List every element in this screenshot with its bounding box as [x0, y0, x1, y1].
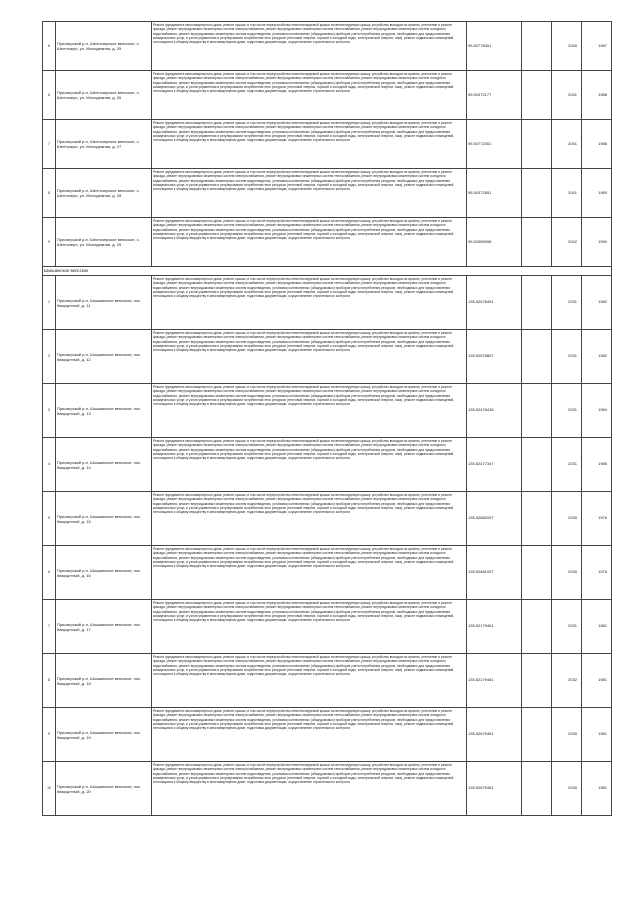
row-address: Приозерский р-н, Шокшинское вепсское, пос. Кварцитный, д. 20	[56, 762, 152, 816]
row-year-planned: 2031	[552, 384, 582, 438]
table-row	[43, 600, 612, 654]
row-cost: 135.52578451	[467, 276, 522, 330]
row-works-text: Ремонт фундамента многоквартирного дома, ремонт крыши, в том числе переустройство невентилируемой крыши на вентилируемую крышу, устройство выходов на кровлю, утепление и ремонт фасада, ремонт внутридомовых инженерных систем электроснабжения, ремонт внутридомовых инженерных систем теплоснабжения, ремонт внутридомовых инженерных систем холодного водоснабжения, ремонт внутридомовых инженерных систем водоотведения, установка коллективных (общедомовых) приборов учета потребления ресурсов, необходимых для предоставления коммунальных услуг, и узлов управления и регулирования потребления этих ресурсов (тепловой энергии, горячей и холодной воды, электрической энергии, газа), ремонт подвальных помещений, относящихся к общему имуществу в многоквартирном доме, подготовка документации, осуществление строительного контроля	[153, 547, 455, 569]
row-works-text: Ремонт фундамента многоквартирного дома, ремонт крыши, в том числе переустройство невентилируемой крыши на вентилируемую крышу, устройство выходов на кровлю, утепление и ремонт фасада, ремонт внутридомовых инженерных систем электроснабжения, ремонт внутридомовых инженерных систем теплоснабжения, ремонт внутридомовых инженерных систем холодного водоснабжения, ремонт внутридомовых инженерных систем водоотведения, установка коллективных (общедомовых) приборов учета потребления ресурсов, необходимых для предоставления коммунальных услуг, и узлов управления и регулирования потребления этих ресурсов (тепловой энергии, горячей и холодной воды, электрической энергии, газа), ремонт подвальных помещений, относящихся к общему имуществу в многоквартирном доме, подготовка документации, осуществление строительного контроля	[153, 170, 455, 192]
row-works	[152, 762, 467, 816]
row-works-text: Ремонт фундамента многоквартирного дома, ремонт крыши, в том числе переустройство невентилируемой крыши на вентилируемую крышу, устройство выходов на кровлю, утепление и ремонт фасада, ремонт внутридомовых инженерных систем электроснабжения, ремонт внутридомовых инженерных систем теплоснабжения, ремонт внутридомовых инженерных систем холодного водоснабжения, ремонт внутридомовых инженерных систем водоотведения, установка коллективных (общедомовых) приборов учета потребления ресурсов, необходимых для предоставления коммунальных услуг, и узлов управления и регулирования потребления этих ресурсов (тепловой энергии, горячей и холодной воды, электрической энергии, газа), ремонт подвальных помещений, относящихся к общему имуществу в многоквартирном доме, подготовка документации, осуществление строительного контроля	[153, 121, 455, 143]
row-works	[152, 384, 467, 438]
row-works	[152, 71, 467, 120]
row-works-text: Ремонт фундамента многоквартирного дома, ремонт крыши, в том числе переустройство невентилируемой крыши на вентилируемую крышу, устройство выходов на кровлю, утепление и ремонт фасада, ремонт внутридомовых инженерных систем электроснабжения, ремонт внутридомовых инженерных систем теплоснабжения, ремонт внутридомовых инженерных систем холодного водоснабжения, ремонт внутридомовых инженерных систем водоотведения, установка коллективных (общедомовых) приборов учета потребления ресурсов, необходимых для предоставления коммунальных услуг, и узлов управления и регулирования потребления этих ресурсов (тепловой энергии, горячей и холодной воды, электрической энергии, газа), ремонт подвальных помещений, относящихся к общему имуществу в многоквартирном доме, подготовка документации, осуществление строительного контроля	[153, 23, 455, 45]
row-address: Приозерский р-н, Шелтозерское вепсское, с. Шелтозеро, ул. Молодежная, д. 26	[56, 71, 152, 120]
table-row	[43, 330, 612, 384]
row-cost: 135.52679461	[467, 708, 522, 762]
row-blank	[522, 169, 552, 218]
row-year-built: 1976	[582, 492, 612, 546]
table-row	[43, 762, 612, 816]
row-blank	[522, 384, 552, 438]
row-blank	[522, 71, 552, 120]
table-row	[43, 546, 612, 600]
row-works-text: Ремонт фундамента многоквартирного дома, ремонт крыши, в том числе переустройство невентилируемой крыши на вентилируемую крышу, устройство выходов на кровлю, утепление и ремонт фасада, ремонт внутридомовых инженерных систем электроснабжения, ремонт внутридомовых инженерных систем теплоснабжения, ремонт внутридомовых инженерных систем холодного водоснабжения, ремонт внутридомовых инженерных систем водоотведения, установка коллективных (общедомовых) приборов учета потребления ресурсов, необходимых для предоставления коммунальных услуг, и узлов управления и регулирования потребления этих ресурсов (тепловой энергии, горячей и холодной воды, электрической энергии, газа), ремонт подвальных помещений, относящихся к общему имуществу в многоквартирном доме, подготовка документации, осуществление строительного контроля	[153, 439, 455, 461]
row-address: Приозерский р-н, Шелтозерское вепсское, с. Шелтозеро, ул. Молодежная, д. 29	[56, 218, 152, 267]
table-row	[43, 708, 612, 762]
row-cost: 95.50772451	[467, 120, 522, 169]
row-address: Приозерский р-н, Шокшинское вепсское, пос. Кварцитный, д. 15	[56, 492, 152, 546]
row-year-planned: 2030	[552, 546, 582, 600]
row-year-planned: 2031	[552, 276, 582, 330]
row-number: 2	[43, 330, 56, 384]
table-section	[43, 267, 612, 276]
row-number: 6	[43, 22, 56, 71]
row-blank	[522, 22, 552, 71]
row-number: 5	[43, 492, 56, 546]
row-blank	[522, 276, 552, 330]
row-number: 1	[43, 276, 56, 330]
row-year-built: 1990	[582, 218, 612, 267]
row-address: Приозерский р-н, Шокшинское вепсское, пос. Кварцитный, д. 11	[56, 276, 152, 330]
row-works	[152, 169, 467, 218]
row-works	[152, 546, 467, 600]
row-works	[152, 276, 467, 330]
row-year-built: 1981	[582, 600, 612, 654]
row-cost: 135.52679461	[467, 762, 522, 816]
row-number: 10	[43, 762, 56, 816]
row-cost: 135.52882007	[467, 492, 522, 546]
row-year-planned: 2040	[552, 22, 582, 71]
table-body-top	[43, 22, 612, 267]
table-row	[43, 654, 612, 708]
row-blank	[522, 708, 552, 762]
row-cost: 95.50356998	[467, 218, 522, 267]
row-year-planned: 2041	[552, 169, 582, 218]
table-row	[43, 438, 612, 492]
table-row	[43, 22, 612, 71]
row-year-planned: 2041	[552, 71, 582, 120]
row-address: Приозерский р-н, Шелтозерское вепсское, с. Шелтозеро, ул. Молодежная, д. 28	[56, 169, 152, 218]
row-cost: 95.50778451	[467, 22, 522, 71]
row-year-planned: 2042	[552, 218, 582, 267]
row-blank	[522, 654, 552, 708]
row-year-planned: 2041	[552, 120, 582, 169]
row-cost: 135.52578807	[467, 330, 522, 384]
row-works-text: Ремонт фундамента многоквартирного дома, ремонт крыши, в том числе переустройство невентилируемой крыши на вентилируемую крышу, устройство выходов на кровлю, утепление и ремонт фасада, ремонт внутридомовых инженерных систем электроснабжения, ремонт внутридомовых инженерных систем теплоснабжения, ремонт внутридомовых инженерных систем холодного водоснабжения, ремонт внутридомовых инженерных систем водоотведения, установка коллективных (общедомовых) приборов учета потребления ресурсов, необходимых для предоставления коммунальных услуг, и узлов управления и регулирования потребления этих ресурсов (тепловой энергии, горячей и холодной воды, электрической энергии, газа), ремонт подвальных помещений, относящихся к общему имуществу в многоквартирном доме, подготовка документации, осуществление строительного контроля	[153, 72, 455, 94]
row-year-built: 1987	[582, 22, 612, 71]
row-works-text: Ремонт фундамента многоквартирного дома, ремонт крыши, в том числе переустройство невентилируемой крыши на вентилируемую крышу, устройство выходов на кровлю, утепление и ремонт фасада, ремонт внутридомовых инженерных систем электроснабжения, ремонт внутридомовых инженерных систем теплоснабжения, ремонт внутридомовых инженерных систем холодного водоснабжения, ремонт внутридомовых инженерных систем водоотведения, установка коллективных (общедомовых) приборов учета потребления ресурсов, необходимых для предоставления коммунальных услуг, и узлов управления и регулирования потребления этих ресурсов (тепловой энергии, горячей и холодной воды, электрической энергии, газа), ремонт подвальных помещений, относящихся к общему имуществу в многоквартирном доме, подготовка документации, осуществление строительного контроля	[153, 709, 455, 731]
row-works	[152, 22, 467, 71]
row-number: 7	[43, 600, 56, 654]
section-title: Шокшинское вепсское	[43, 267, 612, 276]
row-year-built: 1981	[582, 654, 612, 708]
row-blank	[522, 218, 552, 267]
table-row	[43, 71, 612, 120]
row-number: 9	[43, 218, 56, 267]
row-number: 6	[43, 546, 56, 600]
row-works	[152, 438, 467, 492]
row-year-built: 1982	[582, 330, 612, 384]
row-works	[152, 120, 467, 169]
table-row	[43, 384, 612, 438]
row-cost: 135.52881007	[467, 546, 522, 600]
row-year-built: 1988	[582, 120, 612, 169]
row-number: 4	[43, 438, 56, 492]
row-address: Приозерский р-н, Шелтозерское вепсское, с. Шелтозеро, ул. Молодежная, д. 25	[56, 22, 152, 71]
row-address: Приозерский р-н, Шокшинское вепсское, пос. Кварцитный, д. 12	[56, 330, 152, 384]
capital-repair-table	[42, 21, 612, 816]
row-works	[152, 330, 467, 384]
section-row	[43, 267, 612, 276]
row-cost: 135.52476436	[467, 384, 522, 438]
row-works-text: Ремонт фундамента многоквартирного дома, ремонт крыши, в том числе переустройство невентилируемой крыши на вентилируемую крышу, устройство выходов на кровлю, утепление и ремонт фасада, ремонт внутридомовых инженерных систем электроснабжения, ремонт внутридомовых инженерных систем теплоснабжения, ремонт внутридомовых инженерных систем холодного водоснабжения, ремонт внутридомовых инженерных систем водоотведения, установка коллективных (общедомовых) приборов учета потребления ресурсов, необходимых для предоставления коммунальных услуг, и узлов управления и регулирования потребления этих ресурсов (тепловой энергии, горячей и холодной воды, электрической энергии, газа), ремонт подвальных помещений, относящихся к общему имуществу в многоквартирном доме, подготовка документации, осуществление строительного контроля	[153, 331, 455, 353]
row-year-built: 1982	[582, 276, 612, 330]
row-year-built: 1989	[582, 169, 612, 218]
row-works	[152, 492, 467, 546]
table-row	[43, 120, 612, 169]
row-year-built: 1981	[582, 708, 612, 762]
row-blank	[522, 438, 552, 492]
row-blank	[522, 330, 552, 384]
row-works	[152, 708, 467, 762]
row-works	[152, 218, 467, 267]
row-address: Приозерский р-н, Шелтозерское вепсское, с. Шелтозеро, ул. Молодежная, д. 27	[56, 120, 152, 169]
row-year-built: 1985	[582, 438, 612, 492]
row-address: Приозерский р-н, Шокшинское вепсское, пос. Кварцитный, д. 18	[56, 654, 152, 708]
row-address: Приозерский р-н, Шокшинское вепсское, пос. Кварцитный, д. 19	[56, 708, 152, 762]
row-address: Приозерский р-н, Шокшинское вепсское, пос. Кварцитный, д. 17	[56, 600, 152, 654]
row-works	[152, 654, 467, 708]
row-works-text: Ремонт фундамента многоквартирного дома, ремонт крыши, в том числе переустройство невентилируемой крыши на вентилируемую крышу, устройство выходов на кровлю, утепление и ремонт фасада, ремонт внутридомовых инженерных систем электроснабжения, ремонт внутридомовых инженерных систем теплоснабжения, ремонт внутридомовых инженерных систем холодного водоснабжения, ремонт внутридомовых инженерных систем водоотведения, установка коллективных (общедомовых) приборов учета потребления ресурсов, необходимых для предоставления коммунальных услуг, и узлов управления и регулирования потребления этих ресурсов (тепловой энергии, горячей и холодной воды, электрической энергии, газа), ремонт подвальных помещений, относящихся к общему имуществу в многоквартирном доме, подготовка документации, осуществление строительного контроля	[153, 655, 455, 677]
row-works	[152, 600, 467, 654]
row-works-text: Ремонт фундамента многоквартирного дома, ремонт крыши, в том числе переустройство невентилируемой крыши на вентилируемую крышу, устройство выходов на кровлю, утепление и ремонт фасада, ремонт внутридомовых инженерных систем электроснабжения, ремонт внутридомовых инженерных систем теплоснабжения, ремонт внутридомовых инженерных систем холодного водоснабжения, ремонт внутридомовых инженерных систем водоотведения, установка коллективных (общедомовых) приборов учета потребления ресурсов, необходимых для предоставления коммунальных услуг, и узлов управления и регулирования потребления этих ресурсов (тепловой энергии, горячей и холодной воды, электрической энергии, газа), ремонт подвальных помещений, относящихся к общему имуществу в многоквартирном доме, подготовка документации, осуществление строительного контроля	[153, 601, 455, 623]
row-number: 8	[43, 654, 56, 708]
row-cost: 95.50372851	[467, 169, 522, 218]
row-year-built: 1976	[582, 546, 612, 600]
row-number: 3	[43, 384, 56, 438]
row-works-text: Ремонт фундамента многоквартирного дома, ремонт крыши, в том числе переустройство невентилируемой крыши на вентилируемую крышу, устройство выходов на кровлю, утепление и ремонт фасада, ремонт внутридомовых инженерных систем электроснабжения, ремонт внутридомовых инженерных систем теплоснабжения, ремонт внутридомовых инженерных систем холодного водоснабжения, ремонт внутридомовых инженерных систем водоотведения, установка коллективных (общедомовых) приборов учета потребления ресурсов, необходимых для предоставления коммунальных услуг, и узлов управления и регулирования потребления этих ресурсов (тепловой энергии, горячей и холодной воды, электрической энергии, газа), ремонт подвальных помещений, относящихся к общему имуществу в многоквартирном доме, подготовка документации, осуществление строительного контроля	[153, 277, 455, 299]
row-works-text: Ремонт фундамента многоквартирного дома, ремонт крыши, в том числе переустройство невентилируемой крыши на вентилируемую крышу, устройство выходов на кровлю, утепление и ремонт фасада, ремонт внутридомовых инженерных систем электроснабжения, ремонт внутридомовых инженерных систем теплоснабжения, ремонт внутридомовых инженерных систем холодного водоснабжения, ремонт внутридомовых инженерных систем водоотведения, установка коллективных (общедомовых) приборов учета потребления ресурсов, необходимых для предоставления коммунальных услуг, и узлов управления и регулирования потребления этих ресурсов (тепловой энергии, горячей и холодной воды, электрической энергии, газа), ремонт подвальных помещений, относящихся к общему имуществу в многоквартирном доме, подготовка документации, осуществление строительного контроля	[153, 493, 455, 515]
row-works-text: Ремонт фундамента многоквартирного дома, ремонт крыши, в том числе переустройство невентилируемой крыши на вентилируемую крышу, устройство выходов на кровлю, утепление и ремонт фасада, ремонт внутридомовых инженерных систем электроснабжения, ремонт внутридомовых инженерных систем теплоснабжения, ремонт внутридомовых инженерных систем холодного водоснабжения, ремонт внутридомовых инженерных систем водоотведения, установка коллективных (общедомовых) приборов учета потребления ресурсов, необходимых для предоставления коммунальных услуг, и узлов управления и регулирования потребления этих ресурсов (тепловой энергии, горячей и холодной воды, электрической энергии, газа), ремонт подвальных помещений, относящихся к общему имуществу в многоквартирном доме, подготовка документации, осуществление строительного контроля	[153, 219, 455, 241]
table-row	[43, 169, 612, 218]
row-year-built: 1981	[582, 762, 612, 816]
table-row	[43, 492, 612, 546]
row-number: 9	[43, 708, 56, 762]
row-address: Приозерский р-н, Шокшинское вепсское, пос. Кварцитный, д. 14	[56, 438, 152, 492]
table-row	[43, 276, 612, 330]
row-blank	[522, 492, 552, 546]
row-blank	[522, 762, 552, 816]
row-year-planned: 2031	[552, 600, 582, 654]
row-number: 6	[43, 71, 56, 120]
row-cost: 135.52179461	[467, 654, 522, 708]
row-year-built: 1984	[582, 384, 612, 438]
table-body-bottom	[43, 276, 612, 816]
row-number: 8	[43, 169, 56, 218]
row-year-built: 1988	[582, 71, 612, 120]
row-works-text: Ремонт фундамента многоквартирного дома, ремонт крыши, в том числе переустройство невентилируемой крыши на вентилируемую крышу, устройство выходов на кровлю, утепление и ремонт фасада, ремонт внутридомовых инженерных систем электроснабжения, ремонт внутридомовых инженерных систем теплоснабжения, ремонт внутридомовых инженерных систем холодного водоснабжения, ремонт внутридомовых инженерных систем водоотведения, установка коллективных (общедомовых) приборов учета потребления ресурсов, необходимых для предоставления коммунальных услуг, и узлов управления и регулирования потребления этих ресурсов (тепловой энергии, горячей и холодной воды, электрической энергии, газа), ремонт подвальных помещений, относящихся к общему имуществу в многоквартирном доме, подготовка документации, осуществление строительного контроля	[153, 763, 455, 785]
row-address: Приозерский р-н, Шокшинское вепсское, пос. Кварцитный, д. 13	[56, 384, 152, 438]
row-year-planned: 2030	[552, 708, 582, 762]
row-year-planned: 2031	[552, 330, 582, 384]
row-year-planned: 2032	[552, 654, 582, 708]
table-row	[43, 218, 612, 267]
row-cost: 95.50372177	[467, 71, 522, 120]
row-blank	[522, 546, 552, 600]
row-year-planned: 2031	[552, 438, 582, 492]
row-blank	[522, 120, 552, 169]
row-address: Приозерский р-н, Шокшинское вепсское, пос. Кварцитный, д. 16	[56, 546, 152, 600]
row-works-text: Ремонт фундамента многоквартирного дома, ремонт крыши, в том числе переустройство невентилируемой крыши на вентилируемую крышу, устройство выходов на кровлю, утепление и ремонт фасада, ремонт внутридомовых инженерных систем электроснабжения, ремонт внутридомовых инженерных систем теплоснабжения, ремонт внутридомовых инженерных систем холодного водоснабжения, ремонт внутридомовых инженерных систем водоотведения, установка коллективных (общедомовых) приборов учета потребления ресурсов, необходимых для предоставления коммунальных услуг, и узлов управления и регулирования потребления этих ресурсов (тепловой энергии, горячей и холодной воды, электрической энергии, газа), ремонт подвальных помещений, относящихся к общему имуществу в многоквартирном доме, подготовка документации, осуществление строительного контроля	[153, 385, 455, 407]
row-blank	[522, 600, 552, 654]
row-number: 7	[43, 120, 56, 169]
row-cost: 135.52477347	[467, 438, 522, 492]
row-year-planned: 2030	[552, 762, 582, 816]
row-cost: 135.52179461	[467, 600, 522, 654]
row-year-planned: 2030	[552, 492, 582, 546]
